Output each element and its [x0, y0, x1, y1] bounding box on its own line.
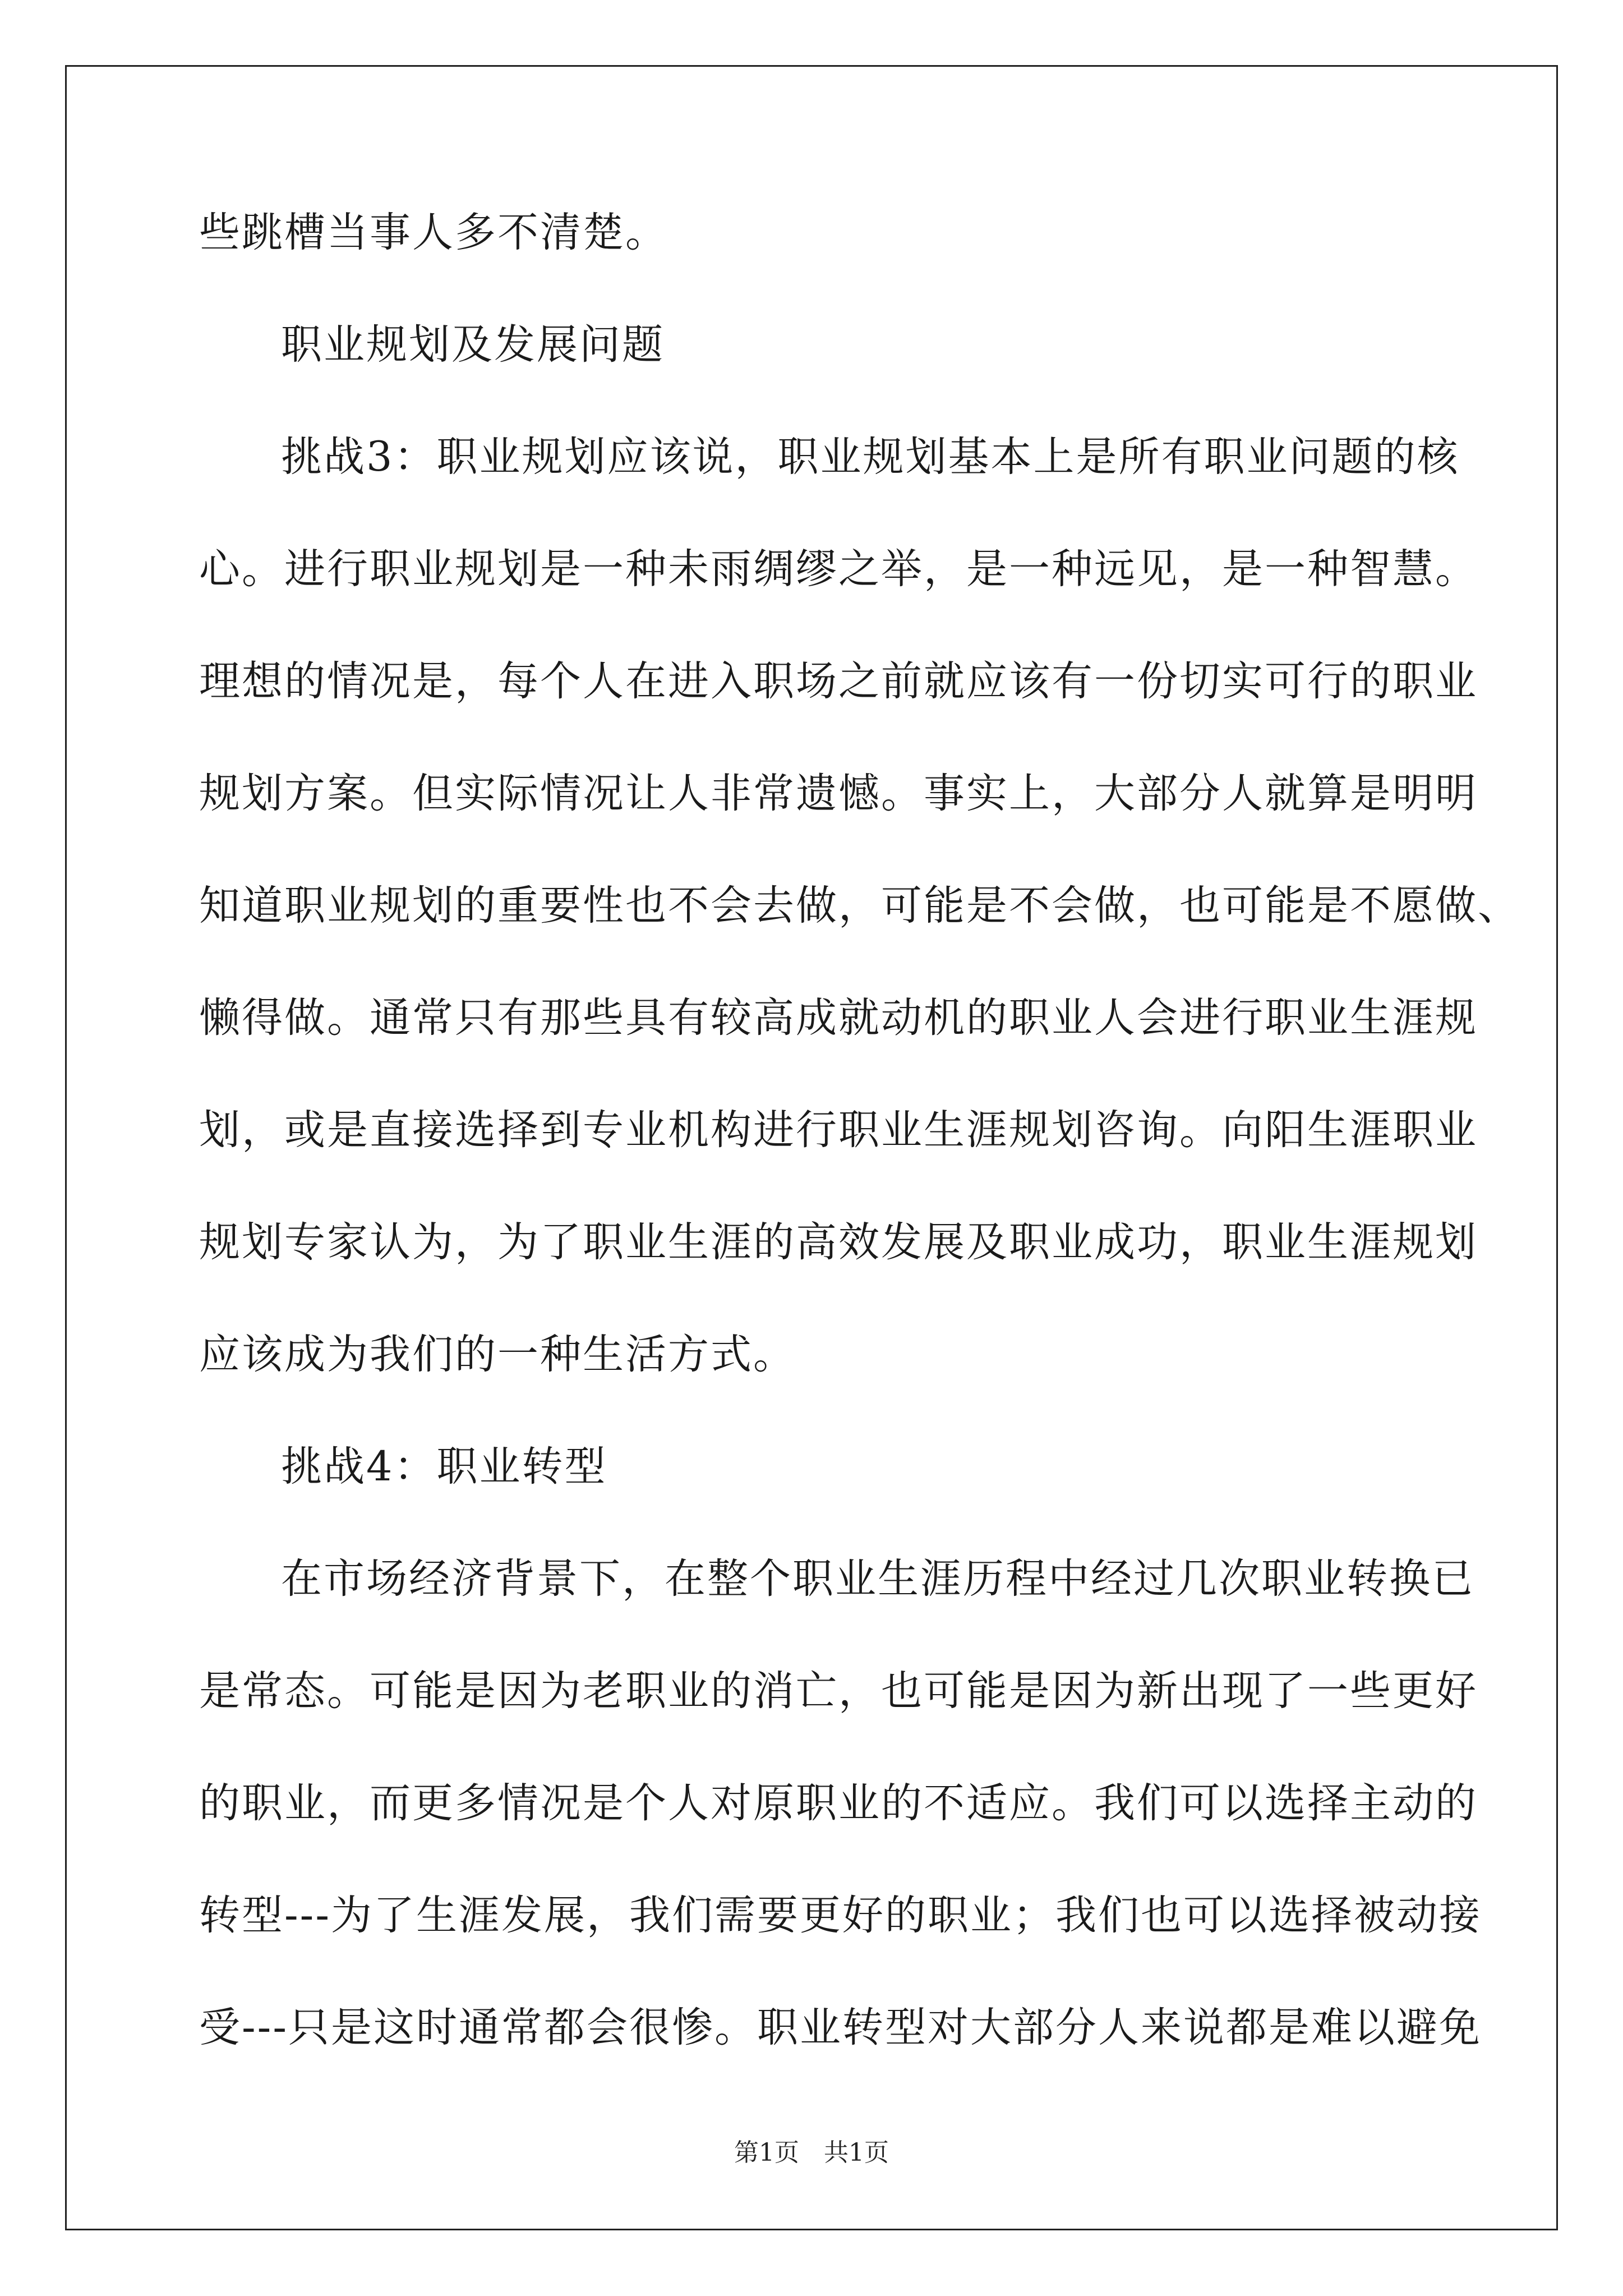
text-line-15: 的职业，而更多情况是个人对原职业的不适应。我们可以选择主动的	[199, 1779, 1478, 1827]
text-line-8: 懒得做。通常只有那些具有较高成就动机的职业人会进行职业生涯规	[199, 994, 1478, 1042]
text-line-16: 转型---为了生涯发展，我们需要更好的职业；我们也可以选择被动接	[199, 1892, 1482, 1939]
text-line-6: 规划方案。但实际情况让人非常遗憾。事实上，大部分人就算是明明	[199, 770, 1478, 817]
section-heading: 职业规划及发展问题	[281, 321, 665, 369]
text-line-1: 些跳槽当事人多不清楚。	[199, 209, 668, 256]
text-line-7: 知道职业规划的重要性也不会去做，可能是不会做，也可能是不愿做、	[199, 882, 1520, 930]
text-line-9: 划，或是直接选择到专业机构进行职业生涯规划咨询。向阳生涯职业	[199, 1106, 1478, 1154]
text-line-10: 规划专家认为，为了职业生涯的高效发展及职业成功，职业生涯规划	[199, 1218, 1478, 1266]
text-line-11: 应该成为我们的一种生活方式。	[199, 1331, 796, 1378]
text-line-13: 在市场经济背景下，在整个职业生涯历程中经过几次职业转换已	[281, 1555, 1474, 1603]
text-line-17: 受---只是这时通常都会很惨。职业转型对大部分人来说都是难以避免	[199, 2004, 1482, 2051]
text-line-4: 心。进行职业规划是一种未雨绸缪之举，是一种远见，是一种智慧。	[199, 545, 1478, 593]
text-line-14: 是常态。可能是因为老职业的消亡，也可能是因为新出现了一些更好	[199, 1667, 1478, 1715]
text-line-5: 理想的情况是，每个人在进入职场之前就应该有一份切实可行的职业	[199, 657, 1478, 705]
page-number-footer: 第1页 共1页	[734, 2138, 889, 2167]
text-line-3: 挑战3：职业规划应该说，职业规划基本上是所有职业问题的核	[281, 433, 1460, 481]
text-line-12: 挑战4：职业转型	[281, 1443, 607, 1490]
